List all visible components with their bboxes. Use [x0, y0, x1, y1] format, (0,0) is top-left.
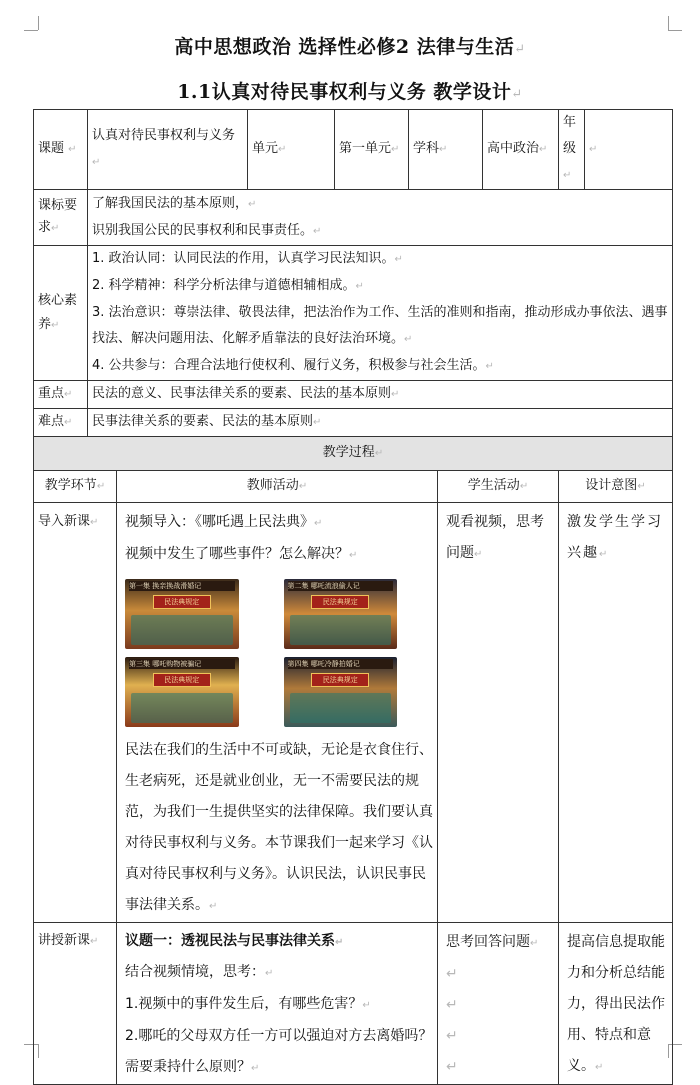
unit-value: 第一单元↵ [335, 110, 409, 190]
column-intent: 设计意图↵ [559, 471, 673, 503]
subject-label: 学科↵ [409, 110, 483, 190]
process-columns-row [34, 471, 673, 503]
new-teacher-line: 结合视频情境，思考：↵ [125, 964, 274, 980]
difficult-points-row [34, 409, 673, 437]
intro-row [34, 503, 673, 923]
new-lesson-row [34, 923, 673, 1085]
standards-row [34, 190, 673, 246]
new-student: 思考回答问题↵ ↵ ↵ ↵ ↵ [438, 923, 559, 1085]
lesson-plan-table [33, 109, 673, 1085]
intro-teacher [117, 503, 438, 923]
video-thumbnail[interactable]: 第三集 哪吒购物被骗记 民法典规定 [125, 657, 239, 727]
intro-student: 观看视频，思考问题↵ [438, 503, 559, 923]
video-thumbnails [125, 579, 397, 727]
key-points-label: 重点↵ [34, 381, 88, 409]
new-teacher-line: 2.哪吒的父母双方任一方可以强迫对方去离婚吗？需要秉持什么原则？↵ [125, 1028, 433, 1075]
core-item: 3. 法治意识：尊崇法律、敬畏法律，把法治作为工作、生活的准则和指南，推动形成办事依法、遇事找法、解决问题用法、化解矛盾靠法的良好法治环境。↵ [92, 305, 668, 346]
grade-value: ↵ [585, 110, 673, 190]
info-row [34, 110, 673, 190]
topic-heading: 议题一：透视民法与民事法律关系↵ [125, 933, 344, 949]
core-row [34, 246, 673, 381]
new-intent: 提高信息提取能力和分析总结能力，得出民法作用、特点和意义。↵ [559, 923, 673, 1085]
video-thumbnail[interactable]: 第一集 换亲换战滑婚记 民法典规定 [125, 579, 239, 649]
unit-label: 单元↵ [248, 110, 335, 190]
difficult-points-label: 难点↵ [34, 409, 88, 437]
document-subtitle: 1.1认真对待民事权利与义务 教学设计↵ [177, 81, 523, 103]
process-heading: 教学过程↵ [34, 437, 673, 471]
intro-stage: 导入新课↵ [34, 503, 117, 923]
intro-teacher-paragraph: 民法在我们的生活中不可或缺，无论是衣食住行、生老病死，还是就业创业，无一不需要民法的规范，为我们一生提供坚实的法律保障。我们要认真对待民事权利与义务。本节课我们一起来学习《认真对待民事权利与义务》。认识民法，认识民事民事法律关系。↵ [125, 742, 433, 913]
new-stage: 讲授新课↵ [34, 923, 117, 1085]
key-points-row [34, 381, 673, 409]
intro-teacher-line: 视频导入：《哪吒遇上民法典》↵ [125, 514, 323, 530]
video-thumbnail[interactable]: 第四集 哪吒冷静拍婚记 民法典规定 [284, 657, 398, 727]
grade-label: 年级↵ [559, 110, 585, 190]
core-item: 4. 公共参与：合理合法地行使权利、履行义务，积极参与社会生活。↵ [92, 358, 494, 373]
core-item: 2. 科学精神：科学分析法律与道德相辅相成。↵ [92, 278, 364, 293]
intro-intent: 激发学生学习兴趣↵ [559, 503, 673, 923]
column-teacher: 教师活动↵ [117, 471, 438, 503]
new-teacher [117, 923, 438, 1085]
video-thumbnail[interactable]: 第二集 哪吒流浪偷人记 民法典规定 [284, 579, 398, 649]
column-stage: 教学环节↵ [34, 471, 117, 503]
core-item: 1. 政治认同：认同民法的作用，认真学习民法知识。↵ [92, 251, 403, 266]
course-value: 认真对待民事权利与义务↵ [88, 110, 248, 190]
course-label: 课题 ↵ [34, 110, 88, 190]
new-teacher-line: 1.视频中的事件发生后，有哪些危害？↵ [125, 996, 371, 1012]
difficult-points-value: 民事法律关系的要素、民法的基本原则↵ [88, 409, 673, 437]
intro-teacher-line: 视频中发生了哪些事件？怎么解决？↵ [125, 546, 358, 562]
column-student: 学生活动↵ [438, 471, 559, 503]
document-title: 高中思想政治 选择性必修2 法律与生活↵ [174, 36, 526, 58]
subject-value: 高中政治↵ [483, 110, 559, 190]
key-points-value: 民法的意义、民事法律关系的要素、民法的基本原则↵ [88, 381, 673, 409]
standards-label: 课标要求↵ [34, 190, 88, 246]
process-heading-row [34, 437, 673, 471]
standards-content: 了解我国民法的基本原则，↵ 识别我国公民的民事权利和民事责任。↵ [88, 190, 673, 246]
core-label: 核心素养↵ [34, 246, 88, 381]
core-content [88, 246, 673, 381]
